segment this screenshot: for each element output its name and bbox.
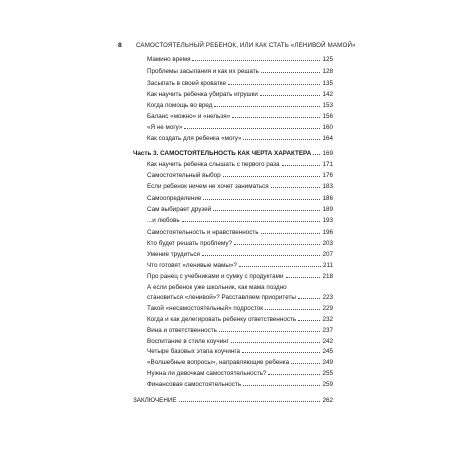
dot-leader <box>243 139 320 140</box>
toc-entry-title: Как создать для ребенка «могу» <box>147 135 242 142</box>
toc-entry-page: 125 <box>322 56 333 63</box>
toc-entry <box>147 172 333 179</box>
toc-entry-title: Баланс «можно» и «нельзя» <box>147 113 231 120</box>
toc-entry-page: 255 <box>322 370 333 377</box>
toc-entry <box>147 251 333 258</box>
toc-entry-page: 164 <box>322 135 333 142</box>
toc-entry-page: 156 <box>322 113 333 120</box>
dot-leader <box>219 331 321 332</box>
toc-entry-page: 142 <box>322 91 333 98</box>
toc-entry-title: Если ребенок ничем не хочет заниматься <box>147 183 269 190</box>
toc-entry-title: Самоопределение <box>147 195 202 202</box>
toc-entry-page: 160 <box>322 124 333 131</box>
toc-entry <box>147 338 333 345</box>
toc-entry <box>147 229 333 236</box>
toc-entry-page: 171 <box>322 161 333 168</box>
toc-part-heading <box>133 150 333 157</box>
dot-leader <box>298 298 321 299</box>
page-number: 8 <box>118 41 122 49</box>
toc-entry-page: 153 <box>322 102 333 109</box>
toc-entry-line1 <box>147 284 333 291</box>
toc-entry-title: «Я не могу» <box>147 124 183 131</box>
toc-entry-page: 176 <box>322 172 333 179</box>
toc-entry-title: Такой «несамостоятельный» подросток <box>147 305 264 312</box>
toc-part-page: 169 <box>322 150 333 157</box>
dot-leader <box>223 176 321 177</box>
toc-entry <box>147 327 333 334</box>
toc-entry <box>147 316 333 323</box>
toc-entry-title: «Волшебные вопросы», направляющие ребенка <box>147 359 290 366</box>
dot-leader <box>271 187 321 188</box>
dot-leader <box>286 277 321 278</box>
toc-entry <box>147 183 333 190</box>
toc-entry-title: Нужна ли девочкам самостоятельность? <box>147 370 267 377</box>
toc-entry <box>147 359 333 366</box>
toc-entry <box>147 217 333 224</box>
toc-entry-title: Сам выбирает друзей <box>147 206 212 213</box>
toc-entry <box>147 56 333 63</box>
dot-leader <box>242 352 320 353</box>
toc-entry-title: Как научить ребенка слышать с первого раза <box>147 161 280 168</box>
dot-leader <box>234 244 320 245</box>
toc-entry-title: Что готовят «ленивые мамы»? <box>147 262 237 269</box>
dot-leader <box>232 117 320 118</box>
toc-entry <box>147 294 333 301</box>
toc-entry <box>147 68 333 75</box>
toc-entry-page: 183 <box>322 183 333 190</box>
toc-entry-page: 237 <box>322 327 333 334</box>
toc-entry <box>147 206 333 213</box>
toc-entry-page: 242 <box>322 338 333 345</box>
toc-entry-title: Проблемы засыпания и как их решать <box>147 68 259 75</box>
toc-conclusion-page: 262 <box>322 397 333 404</box>
dot-leader <box>298 320 320 321</box>
toc-entry-title-line1: А если ребенок уже школьник, как мама поздно <box>147 284 287 291</box>
toc-entry <box>147 161 333 168</box>
dot-leader <box>184 128 320 129</box>
toc-entry-page: 128 <box>322 68 333 75</box>
toc-entry-page: 203 <box>322 240 333 247</box>
toc-entry-title: Засыпать в своей кроватке <box>147 80 227 87</box>
toc-entry-title: Воспитание в стиле коучинг <box>147 338 229 345</box>
toc-entry <box>147 273 333 280</box>
toc-entry-page: 259 <box>322 381 333 388</box>
toc-entry <box>147 305 333 312</box>
dot-leader <box>179 401 321 402</box>
toc-entry-page: 189 <box>322 206 333 213</box>
dot-leader <box>231 342 321 343</box>
toc-entry <box>147 370 333 377</box>
toc-entry-page: 245 <box>322 348 333 355</box>
toc-entry <box>147 262 333 269</box>
dot-leader <box>260 95 321 96</box>
toc-entry-title: Вина и ответственность <box>147 327 217 334</box>
running-title: САМОСТОЯТЕЛЬНЫЙ РЕБЕНОК, ИЛИ КАК СТАТЬ «ЛЕНИВОЙ МАМОЙ» <box>135 41 356 49</box>
toc-conclusion-title: ЗАКЛЮЧЕНИЕ <box>133 397 177 404</box>
toc-conclusion <box>133 397 333 404</box>
toc-entry-title: Умение трудиться <box>147 251 200 258</box>
toc-entry <box>147 348 333 355</box>
toc-entry-title: ...и любовь <box>147 217 180 224</box>
toc-entry-page: 186 <box>322 195 333 202</box>
toc-entry-page: 211 <box>322 262 333 269</box>
toc-entry-title: Самостоятельный выбор <box>147 172 221 179</box>
toc-entry <box>147 135 333 142</box>
toc-entry-title: Когда и как делегировать ребенку ответственность <box>147 316 297 323</box>
toc-entry-title: Когда помощь во вред <box>147 102 213 109</box>
toc-entry <box>147 240 333 247</box>
toc-entry <box>147 124 333 131</box>
dot-leader <box>228 84 320 85</box>
toc-entry <box>147 381 333 388</box>
toc-entry-title: Мамино время <box>147 56 191 63</box>
toc-entry-page: 223 <box>322 294 333 301</box>
dot-leader <box>282 165 321 166</box>
toc-entry-page: 229 <box>322 305 333 312</box>
toc-entry-page: 135 <box>322 80 333 87</box>
toc-entry <box>147 80 333 87</box>
toc-entry <box>147 195 333 202</box>
dot-leader <box>202 255 321 256</box>
dot-leader <box>268 374 320 375</box>
toc-entry-page: 218 <box>322 273 333 280</box>
toc-part-title: Часть 3. САМОСТОЯТЕЛЬНОСТЬ КАК ЧЕРТА ХАРАКТЕРА <box>133 150 312 157</box>
dot-leader <box>192 60 320 61</box>
toc-entry-title: Самостоятельность и нравственность <box>147 229 259 236</box>
dot-leader <box>291 363 320 364</box>
toc-entry <box>147 91 333 98</box>
toc-entry-title: Как научить ребенка убирать игрушки <box>147 91 258 98</box>
dot-leader <box>313 154 320 155</box>
dot-leader <box>213 210 320 211</box>
dot-leader <box>239 266 321 267</box>
toc-entry <box>147 113 333 120</box>
toc-entry-page: 232 <box>322 316 333 323</box>
dot-leader <box>214 106 320 107</box>
dot-leader <box>203 199 320 200</box>
dot-leader <box>243 385 320 386</box>
dot-leader <box>265 309 320 310</box>
toc-entry-page: 207 <box>322 251 333 258</box>
dot-leader <box>182 221 321 222</box>
toc-entry-title: Финансовая самостоятельность <box>147 381 242 388</box>
toc-entry-title: Про ранец с учебниками и сумку с продуктами <box>147 273 284 280</box>
toc-entry-title: Кто будет решать проблему? <box>147 240 233 247</box>
toc-entry <box>147 102 333 109</box>
toc-entry-title-line2: становиться «ленивой»? Расставляем приоритеты <box>147 294 296 301</box>
toc-entry-title: Четыре базовых этапа коучинга <box>147 348 241 355</box>
toc-entry-page: 196 <box>322 229 333 236</box>
toc-entry-page: 249 <box>322 359 333 366</box>
running-header <box>118 40 356 50</box>
dot-leader <box>261 72 321 73</box>
dot-leader <box>261 233 321 234</box>
toc-entry-page: 193 <box>322 217 333 224</box>
